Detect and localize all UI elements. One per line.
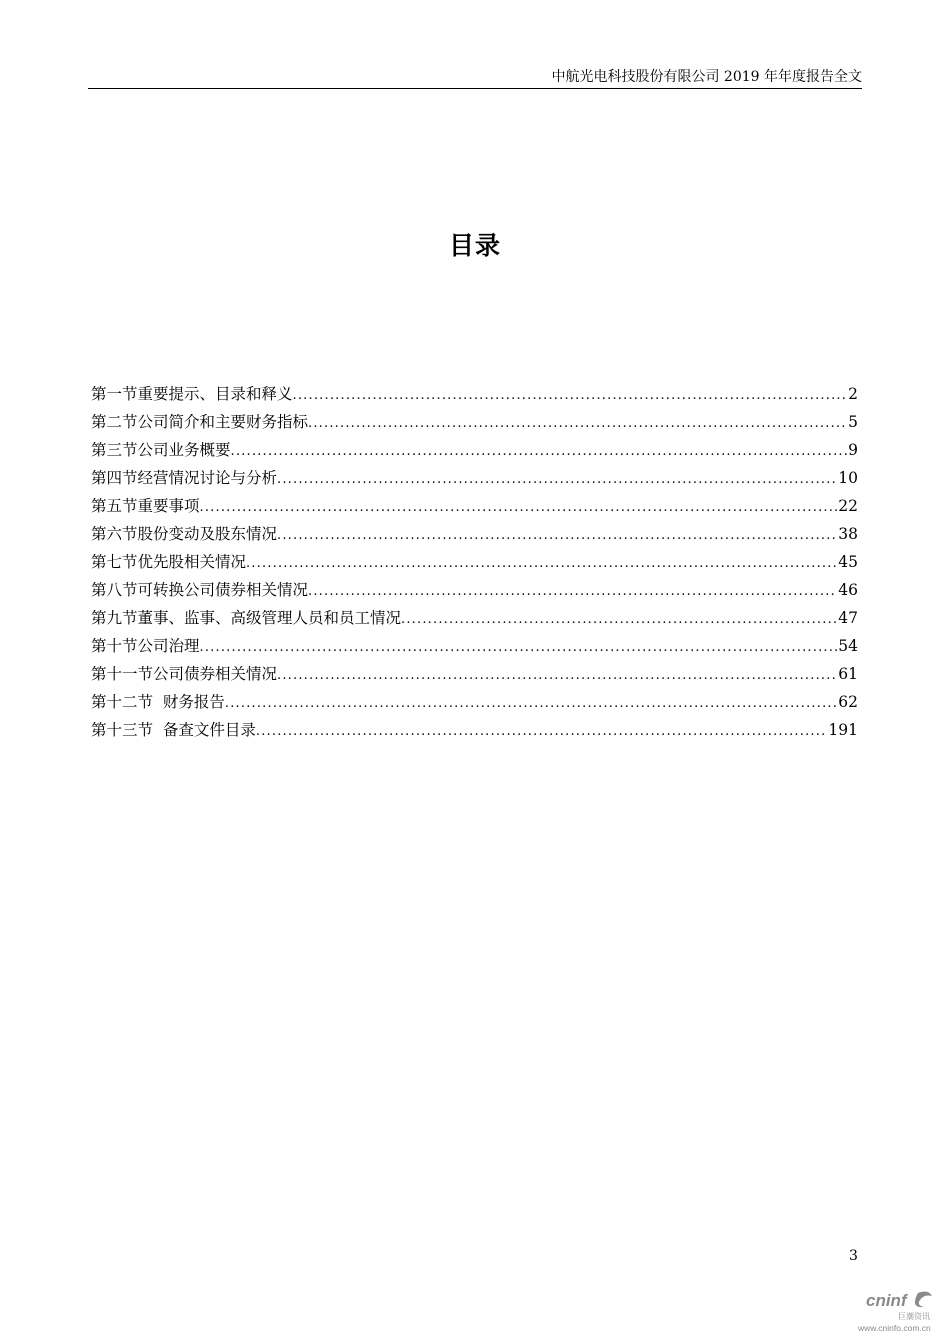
toc-leader-dots <box>256 718 828 744</box>
toc-entry-label: 第一节重要提示、目录和释义 <box>91 385 293 403</box>
toc-leader-dots <box>401 606 837 632</box>
toc-leader-dots <box>200 634 838 660</box>
table-of-contents <box>91 380 858 744</box>
toc-entry-page: 46 <box>838 581 858 599</box>
toc-entry[interactable] <box>91 464 858 492</box>
toc-leader-dots <box>200 494 838 520</box>
toc-leader-dots <box>308 578 837 604</box>
toc-leader-dots <box>225 690 837 716</box>
cninfo-brand-text: cninf <box>866 1291 907 1310</box>
toc-entry-label: 第二节公司简介和主要财务指标 <box>91 413 309 431</box>
toc-entry[interactable] <box>91 380 858 408</box>
toc-entry-label: 第十三节 备查文件目录 <box>91 721 256 739</box>
toc-entry-page: 10 <box>838 469 858 487</box>
page-number: 3 <box>849 1248 858 1264</box>
toc-leader-dots <box>277 662 837 688</box>
page-title: 目录 <box>448 231 501 260</box>
toc-entry-label: 第十节公司治理 <box>91 637 200 655</box>
toc-entry-label: 第五节重要事项 <box>91 497 200 515</box>
toc-entry[interactable] <box>91 548 858 576</box>
toc-entry-page: 62 <box>838 693 858 711</box>
cninfo-url-text: www.cninfo.com.cn <box>858 1323 931 1333</box>
toc-entry-label: 第七节优先股相关情况 <box>91 553 247 571</box>
toc-entry[interactable] <box>91 576 858 604</box>
toc-leader-dots <box>293 382 848 408</box>
toc-entry[interactable] <box>91 688 858 716</box>
toc-entry-label: 第六节股份变动及股东情况 <box>91 525 278 543</box>
toc-leader-dots <box>277 522 837 548</box>
toc-entry-page: 47 <box>838 609 858 627</box>
cninfo-subtitle-text: 巨潮资讯 <box>898 1312 930 1321</box>
toc-entry-page: 45 <box>838 553 858 571</box>
toc-entry-label: 第三节公司业务概要 <box>91 441 231 459</box>
toc-entry[interactable] <box>91 436 858 464</box>
toc-entry[interactable] <box>91 408 858 436</box>
toc-entry[interactable] <box>91 716 858 744</box>
toc-entry-page: 2 <box>848 385 858 403</box>
toc-entry[interactable] <box>91 604 858 632</box>
toc-entry[interactable] <box>91 520 858 548</box>
toc-entry[interactable] <box>91 492 858 520</box>
toc-entry-page: 54 <box>838 637 858 655</box>
toc-entry-label: 第九节董事、监事、高级管理人员和员工情况 <box>91 609 402 627</box>
toc-entry-page: 5 <box>848 413 858 431</box>
toc-entry[interactable] <box>91 632 858 660</box>
toc-leader-dots <box>277 466 837 492</box>
toc-entry-label: 第八节可转换公司债券相关情况 <box>91 581 309 599</box>
toc-entry-label: 第十一节公司债券相关情况 <box>91 665 278 683</box>
toc-entry-label: 第四节经营情况讨论与分析 <box>91 469 278 487</box>
toc-leader-dots <box>308 410 847 436</box>
toc-entry-page: 61 <box>838 665 858 683</box>
toc-entry[interactable] <box>91 660 858 688</box>
toc-entry-page: 22 <box>838 497 858 515</box>
toc-entry-page: 38 <box>838 525 858 543</box>
toc-entry-page: 191 <box>828 721 858 739</box>
toc-entry-label: 第十二节 财务报告 <box>91 693 225 711</box>
cninfo-watermark-logo <box>856 1288 940 1334</box>
header-text: 中航光电科技股份有限公司 2019 年年度报告全文 <box>551 69 862 85</box>
toc-entry-page: 9 <box>848 441 858 459</box>
cninfo-swirl-icon <box>915 1292 932 1308</box>
toc-leader-dots <box>231 438 848 464</box>
toc-leader-dots <box>246 550 837 576</box>
page-header <box>88 62 862 89</box>
